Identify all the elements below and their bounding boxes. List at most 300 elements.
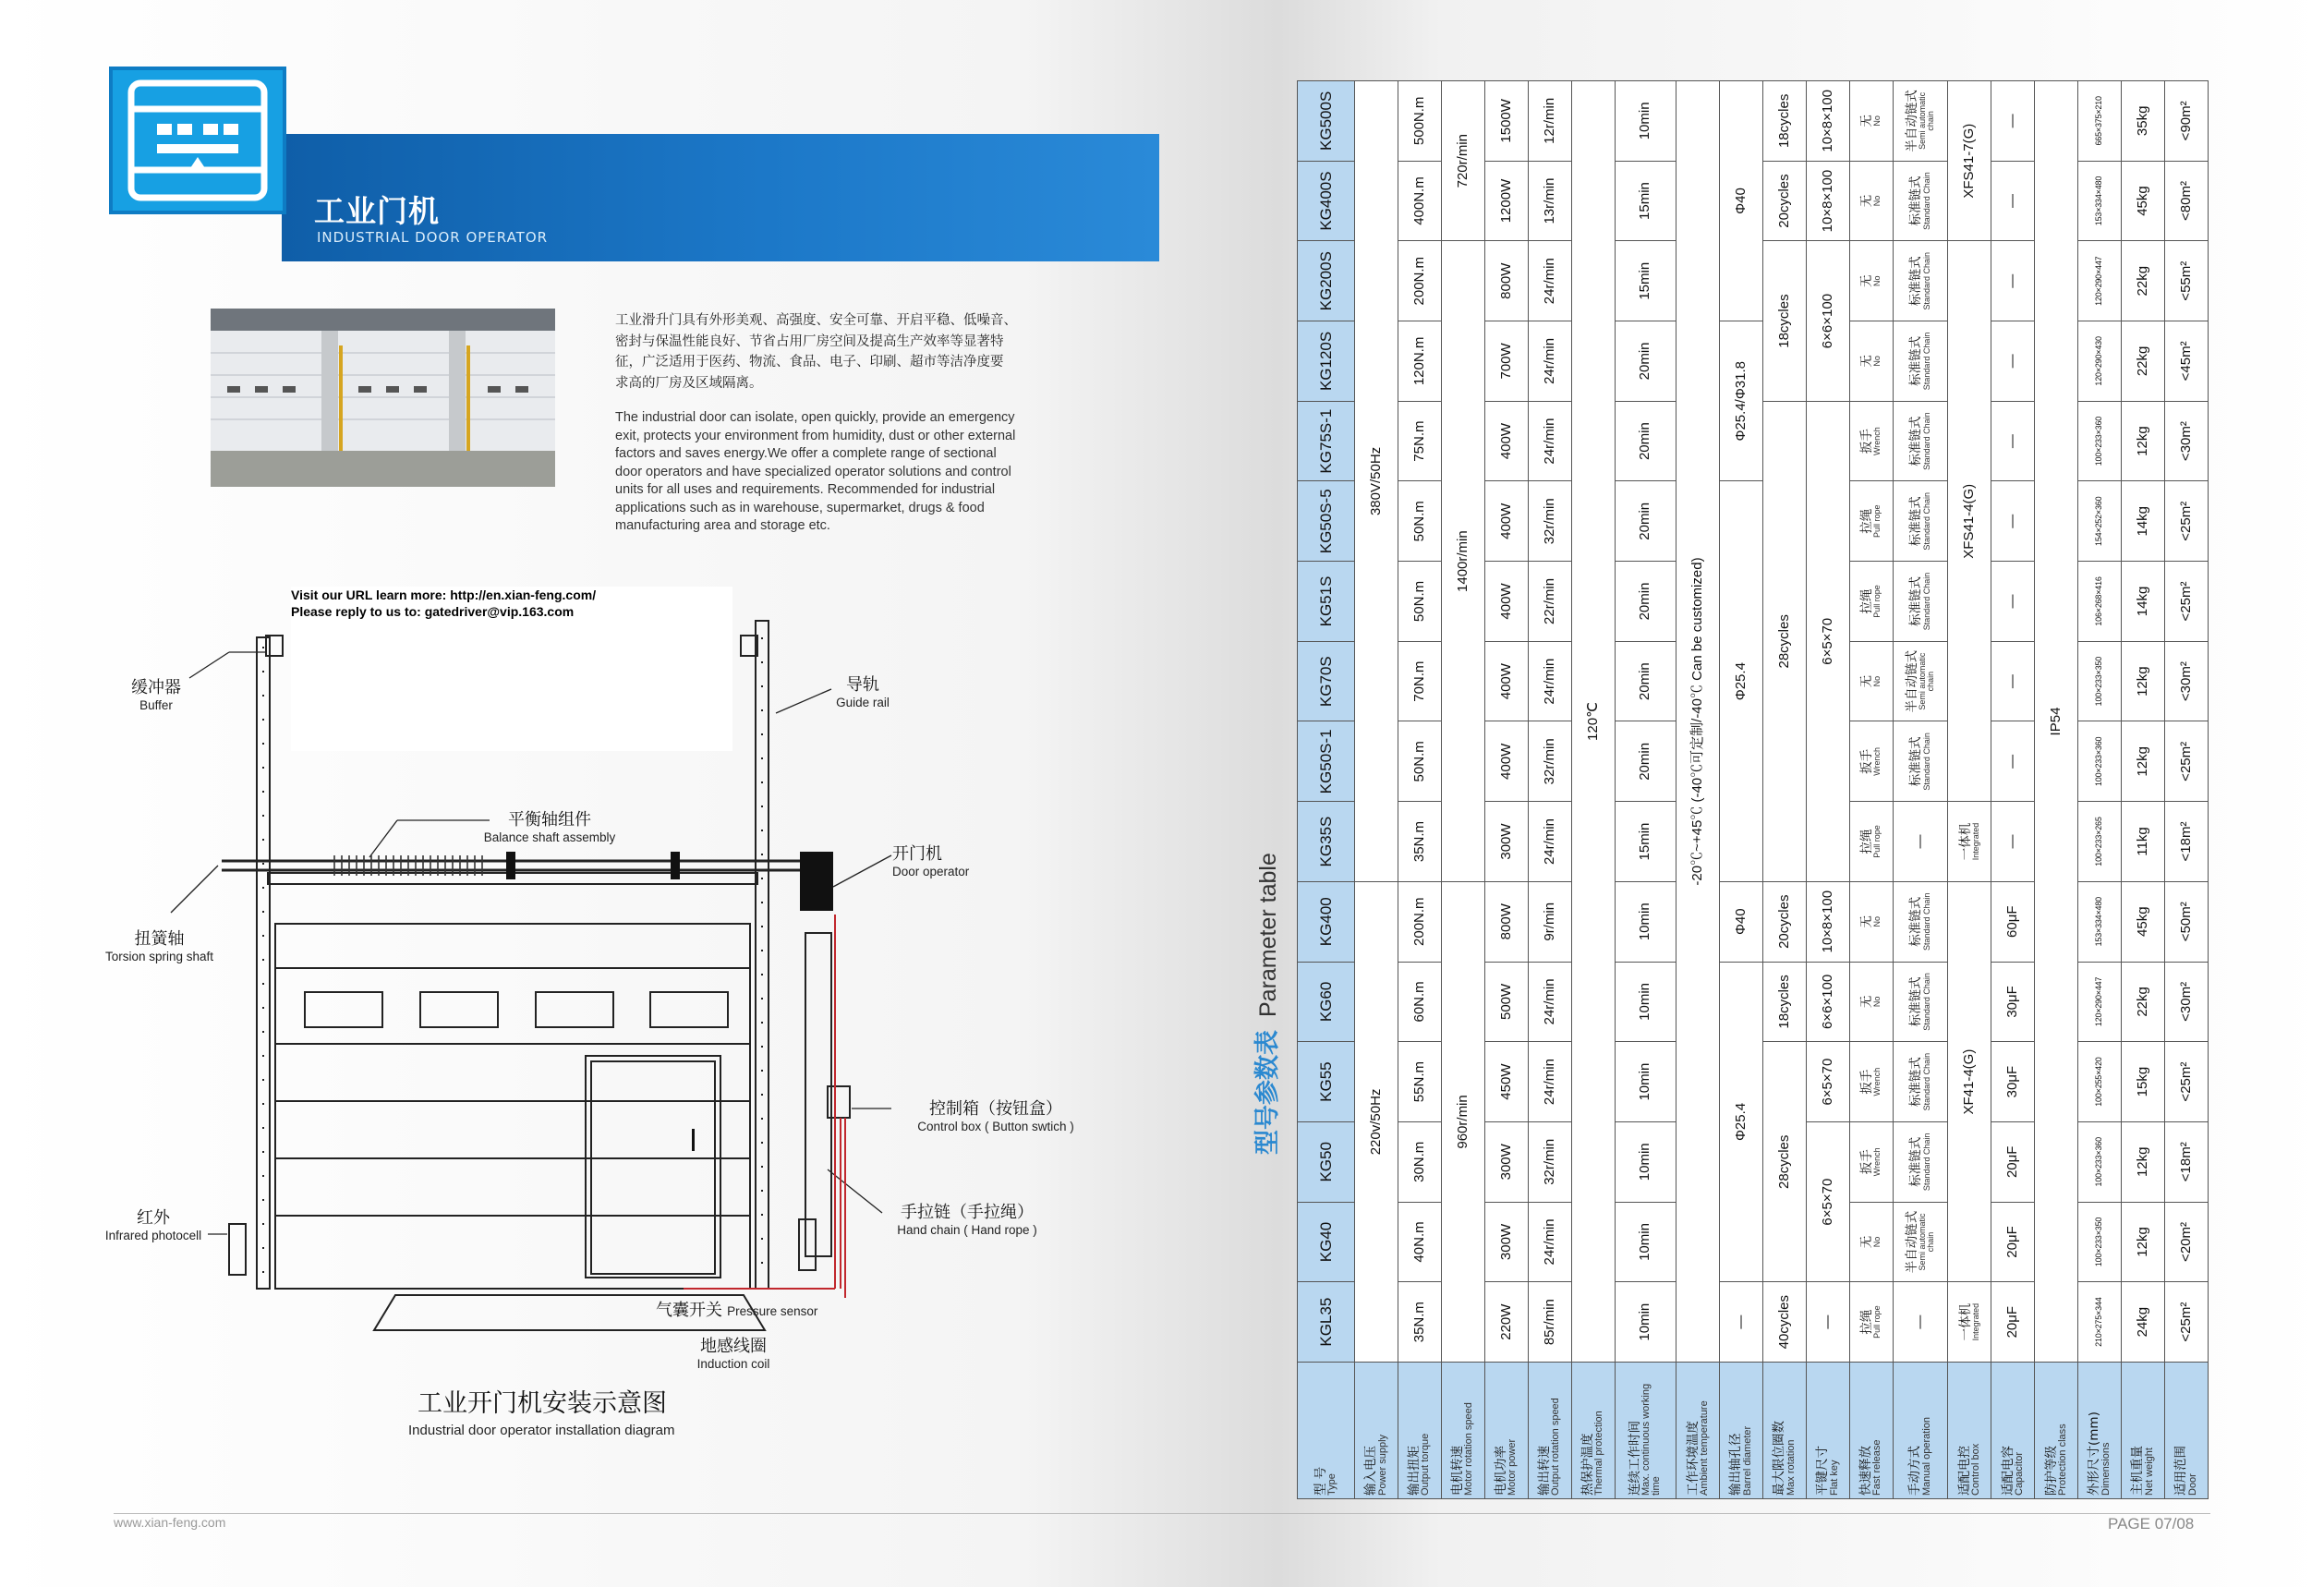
label-induction-coil: [691, 1333, 776, 1371]
row-label-en: Output rotation speed: [1550, 1398, 1562, 1496]
table-cell: [1849, 1202, 1893, 1282]
row-header-type: [1298, 1363, 1355, 1499]
table-cell: 22r/min: [1528, 562, 1571, 642]
cell-zh: 标准链式: [1908, 176, 1924, 226]
table-cell: [1849, 401, 1893, 481]
row-label-zh: 最大限位圈数: [1772, 1421, 1787, 1496]
row-label-zh: 型 号: [1313, 1466, 1328, 1496]
table-cell: 380V/50Hz: [1355, 81, 1398, 882]
table-cell: <25m²: [2164, 1282, 2208, 1363]
table-cell: [1948, 1282, 1991, 1363]
table-cell: 220W: [1484, 1282, 1528, 1363]
table-cell: 20min: [1615, 641, 1676, 721]
row-label-zh: 快速释放: [1858, 1446, 1874, 1496]
cell-zh: 拉绳: [1859, 1309, 1875, 1335]
table-cell: [1893, 1042, 1947, 1122]
row-label-en: Protection class: [2056, 1423, 2068, 1496]
table-cell: 200N.m: [1398, 881, 1441, 962]
row-header-power: [1355, 1363, 1398, 1499]
table-cell: 10min: [1615, 1042, 1676, 1122]
cell-zh: 扳手: [1859, 1149, 1875, 1175]
table-cell: 35N.m: [1398, 1282, 1441, 1363]
table-cell: 20min: [1615, 562, 1676, 642]
table-cell: 60N.m: [1398, 962, 1441, 1042]
table-cell: 700W: [1484, 321, 1528, 402]
table-cell: [1893, 81, 1947, 162]
table-cell: [1849, 641, 1893, 721]
intro-zh-line: 求高的厂房及区域隔离。: [615, 375, 763, 391]
table-cell: 120℃: [1571, 81, 1615, 1363]
intro-zh-line: 工业滑升门具有外形美观、高强度、安全可靠、开启平稳、低噪音、: [615, 313, 1017, 328]
row-header-ambient: [1676, 1363, 1720, 1499]
table-cell: <18m²: [2164, 802, 2208, 882]
table-cell: <55m²: [2164, 241, 2208, 321]
cell-en: Standard Chain: [1921, 572, 1931, 631]
table-cell: 22kg: [2121, 241, 2164, 321]
label-en: Hand chain ( Hand rope ): [897, 1223, 1037, 1237]
table-cell: 400W: [1484, 641, 1528, 721]
row-label-en: Capacitor: [2013, 1451, 2025, 1496]
table-cell: 6×6×100: [1806, 962, 1849, 1042]
model-cell: KG40: [1298, 1202, 1355, 1282]
table-cell: 24r/min: [1528, 962, 1571, 1042]
label-pressure-sensor: [656, 1297, 817, 1321]
cell-en: No: [1872, 675, 1882, 687]
table-cell: 18cycles: [1763, 962, 1807, 1042]
label-zh: 控制箱（按钮盒）: [929, 1099, 1062, 1119]
warehouse-photo: [211, 309, 555, 487]
label-en: Pressure sensor: [727, 1304, 818, 1318]
intro-en-line: door operators and have specialized operator solutions and control: [615, 464, 1011, 479]
table-cell: <25m²: [2164, 1042, 2208, 1122]
cell-zh: 无: [1859, 995, 1875, 1009]
row-header-thermal: [1571, 1363, 1615, 1499]
label-zh: 平衡轴组件: [508, 810, 591, 830]
table-cell: 75N.m: [1398, 401, 1441, 481]
cell-zh: 一体机: [1957, 822, 1973, 861]
table-cell: IP54: [2035, 81, 2078, 1363]
row-label-zh: 平键尺寸: [1815, 1446, 1831, 1496]
row-label-en: Dimensions: [2100, 1442, 2112, 1496]
table-cell: 10min: [1615, 1121, 1676, 1202]
row-label-zh: 适配电容: [2000, 1446, 2015, 1496]
row-label-zh: 输出轴孔径: [1728, 1433, 1744, 1496]
table-cell: Φ40: [1720, 81, 1763, 321]
table-cell: [1849, 562, 1893, 642]
table-cell: 12r/min: [1528, 81, 1571, 162]
table-cell: <90m²: [2164, 81, 2208, 162]
table-cell: <30m²: [2164, 962, 2208, 1042]
label-en: Torsion spring shaft: [104, 950, 214, 963]
intro-en-line: applications such as in warehouse, supermarket, drugs & food: [615, 500, 985, 515]
table-cell: 12kg: [2121, 401, 2164, 481]
cell-en: Standard Chain: [1921, 1133, 1931, 1192]
table-cell: 106×268×416: [2078, 562, 2122, 642]
cell-zh: 半自动链式: [1904, 90, 1919, 152]
cell-en: Integrated: [1970, 1302, 1980, 1341]
table-cell: 55N.m: [1398, 1042, 1441, 1122]
cell-en: No: [1872, 915, 1882, 927]
table-cell: 50N.m: [1398, 562, 1441, 642]
table-cell: —: [1991, 241, 2035, 321]
cell-en: Standard Chain: [1921, 1052, 1931, 1111]
label-zh: 开门机: [892, 844, 942, 864]
table-cell: 1500W: [1484, 81, 1528, 162]
email-line[interactable]: Please reply to us to: gatedriver@vip.163.com: [291, 604, 575, 619]
model-cell: KG50S-1: [1298, 721, 1355, 802]
row-label-zh: 主机重量: [2130, 1446, 2146, 1496]
table-cell: —: [1991, 802, 2035, 882]
page-subtitle: INDUSTRIAL DOOR OPERATOR: [317, 229, 549, 246]
table-cell: <30m²: [2164, 401, 2208, 481]
table-cell: [1849, 1121, 1893, 1202]
cell-zh: 标准链式: [1908, 256, 1924, 307]
table-cell: 154×252×360: [2078, 481, 2122, 562]
table-cell: [1849, 721, 1893, 802]
table-cell: 15min: [1615, 241, 1676, 321]
table-cell: Φ25.4: [1720, 962, 1763, 1282]
cell-en: No: [1872, 195, 1882, 207]
table-title-zh: 型号参数表: [1253, 1030, 1282, 1155]
table-cell: 10min: [1615, 1282, 1676, 1363]
table-cell: 20cycles: [1763, 161, 1807, 241]
table-cell: 100×233×265: [2078, 802, 2122, 882]
table-cell: 20μF: [1991, 1121, 2035, 1202]
table-cell: 500N.m: [1398, 81, 1441, 162]
model-cell: KG51S: [1298, 562, 1355, 642]
table-cell: 400W: [1484, 721, 1528, 802]
table-cell: 32r/min: [1528, 481, 1571, 562]
label-en: Infrared photocell: [104, 1229, 202, 1242]
cell-zh: 标准链式: [1908, 896, 1924, 947]
cell-en: Standard Chain: [1921, 332, 1931, 391]
url-line[interactable]: Visit our URL learn more: http://en.xian-feng.com/: [291, 588, 597, 602]
table-cell: 45kg: [2121, 881, 2164, 962]
table-cell: 85r/min: [1528, 1282, 1571, 1363]
cell-zh: 标准链式: [1908, 976, 1924, 1027]
row-header-working: [1615, 1363, 1676, 1499]
row-label-en: Net weight: [2143, 1448, 2155, 1496]
intro-zh-line: 密封与保温性能良好、节省占用厂房空间及提高生产效率等显著特: [615, 333, 1004, 349]
row-label-en: Flat key: [1828, 1460, 1840, 1496]
table-cell: 153×334×480: [2078, 161, 2122, 241]
table-cell: —: [1991, 81, 2035, 162]
intro-en: [615, 409, 1059, 536]
row-header-speed: [1441, 1363, 1484, 1499]
table-cell: [1849, 1282, 1893, 1363]
table-cell: 40cycles: [1763, 1282, 1807, 1363]
table-cell: <25m²: [2164, 481, 2208, 562]
label-en: Buffer: [139, 698, 173, 712]
table-cell: —: [1720, 1282, 1763, 1363]
table-cell: [1893, 1202, 1947, 1282]
table-cell: 24kg: [2121, 1282, 2164, 1363]
row-label-en: Barrel diameter: [1741, 1425, 1753, 1496]
table-cell: 18cycles: [1763, 241, 1807, 401]
model-cell: KG500S: [1298, 81, 1355, 162]
table-cell: [1893, 241, 1947, 321]
model-cell: KGL35: [1298, 1282, 1355, 1363]
table-cell: 300W: [1484, 1121, 1528, 1202]
table-cell: 12kg: [2121, 721, 2164, 802]
diagram-subtitle: Industrial door operator installation diagram: [408, 1423, 675, 1438]
cell-en: No: [1872, 115, 1882, 127]
diagram-title: 工业开门机安装示意图: [418, 1389, 667, 1418]
table-cell: <45m²: [2164, 321, 2208, 402]
table-cell: 200N.m: [1398, 241, 1441, 321]
label-torsion-shaft: [92, 926, 226, 963]
row-header-weight: [2121, 1363, 2164, 1499]
page-title: 工业门机: [314, 193, 440, 229]
row-label-zh: 输出转速: [1537, 1446, 1553, 1496]
label-zh: 扭簧轴: [134, 929, 185, 949]
model-cell: KG75S-1: [1298, 401, 1355, 481]
row-header-barrel: [1720, 1363, 1763, 1499]
table-cell: 300W: [1484, 802, 1528, 882]
table-cell: 100×233×360: [2078, 721, 2122, 802]
table-cell: 10×8×100: [1806, 161, 1849, 241]
row-label-zh: 防护等级: [2043, 1446, 2059, 1496]
row-header-outspeed: [1528, 1363, 1571, 1499]
cell-en: Standard Chain: [1921, 172, 1931, 230]
table-cell: —: [1991, 161, 2035, 241]
footer-url[interactable]: www.xian-feng.com: [114, 1515, 226, 1530]
intro-en-line: The industrial door can isolate, open quickly, provide an emergency: [615, 410, 1015, 425]
door-logo-icon: [109, 67, 286, 214]
table-cell: 20cycles: [1763, 881, 1807, 962]
table-cell: 12kg: [2121, 1202, 2164, 1282]
table-cell: 9r/min: [1528, 881, 1571, 962]
table-cell: [1948, 802, 1991, 882]
cell-zh: 半自动链式: [1904, 649, 1919, 713]
table-cell: —: [1806, 1282, 1849, 1363]
table-cell: 24r/min: [1528, 1042, 1571, 1122]
table-cell: <25m²: [2164, 721, 2208, 802]
table-cell: 50N.m: [1398, 481, 1441, 562]
table-cell: 100×255×420: [2078, 1042, 2122, 1122]
table-cell: 50N.m: [1398, 721, 1441, 802]
table-cell: [1849, 321, 1893, 402]
cell-zh: 无: [1859, 1235, 1875, 1249]
table-cell: 12kg: [2121, 1121, 2164, 1202]
label-hand-chain: [882, 1199, 1052, 1237]
row-label-en: Fast release: [1871, 1439, 1883, 1496]
label-en: Door operator: [892, 865, 970, 878]
cell-en: Standard Chain: [1921, 492, 1931, 551]
table-cell: <25m²: [2164, 562, 2208, 642]
table-cell: 400W: [1484, 481, 1528, 562]
table-cell: 20μF: [1991, 1202, 2035, 1282]
cell-zh: 无: [1859, 674, 1875, 688]
table-cell: 10min: [1615, 1202, 1676, 1282]
row-label-zh: 适用范围: [2173, 1446, 2189, 1496]
table-cell: 120×290×447: [2078, 241, 2122, 321]
row-label-en: Max rotation: [1785, 1439, 1797, 1496]
table-cell: 60μF: [1991, 881, 2035, 962]
row-label-en: Motor power: [1507, 1438, 1519, 1496]
table-cell: 6×5×70: [1806, 1121, 1849, 1281]
table-cell: —: [1991, 641, 2035, 721]
label-door-operator: [892, 841, 969, 878]
table-cell: 24r/min: [1528, 1202, 1571, 1282]
table-cell: 24r/min: [1528, 641, 1571, 721]
row-label-zh: 电机转速: [1450, 1446, 1466, 1496]
parameter-table: [1297, 80, 2209, 1499]
intro-en-line: exit, protects your environment from humidity, dust or other external: [615, 428, 1016, 443]
cell-en: Standard Chain: [1921, 892, 1931, 951]
label-en: Balance shaft assembly: [483, 830, 616, 844]
cell-zh: 扳手: [1859, 1069, 1875, 1095]
cell-en: Standard Chain: [1921, 733, 1931, 791]
cell-zh: 无: [1859, 274, 1875, 287]
row-header-torque: [1398, 1363, 1441, 1499]
model-cell: KG400: [1298, 881, 1355, 962]
table-cell: [1893, 721, 1947, 802]
table-cell: —: [1991, 401, 2035, 481]
row-label-en: Power supply: [1376, 1434, 1388, 1496]
row-label-en: Type: [1326, 1473, 1338, 1496]
table-cell: 24r/min: [1528, 241, 1571, 321]
table-cell: [1849, 802, 1893, 882]
cell-en: No: [1872, 275, 1882, 286]
cell-zh: 标准链式: [1908, 416, 1924, 466]
table-cell: Φ25.4/Φ31.8: [1720, 321, 1763, 481]
table-cell: 45kg: [2121, 161, 2164, 241]
table-cell: 15min: [1615, 161, 1676, 241]
table-cell: 24r/min: [1528, 401, 1571, 481]
table-title-en: Parameter table: [1255, 853, 1281, 1017]
table-cell: 14kg: [2121, 562, 2164, 642]
cell-zh: 无: [1859, 194, 1875, 208]
page-number: PAGE 07/08: [2108, 1515, 2195, 1532]
table-cell: 450W: [1484, 1042, 1528, 1122]
table-cell: 40N.m: [1398, 1202, 1441, 1282]
table-cell: 100×233×360: [2078, 1121, 2122, 1202]
table-cell: 22kg: [2121, 321, 2164, 402]
label-zh: 导轨: [846, 675, 879, 695]
label-guide-rail: [831, 672, 894, 709]
table-cell: -20℃~+45℃ (-40℃可定制/-40℃ Can be customized): [1676, 81, 1720, 1363]
table-cell: 35kg: [2121, 81, 2164, 162]
table-cell: —: [1893, 802, 1947, 882]
table-cell: [1893, 481, 1947, 562]
table-cell: 15min: [1615, 802, 1676, 882]
table-cell: 28cycles: [1763, 401, 1807, 881]
row-label-en: Control box: [1969, 1443, 1981, 1496]
row-label-zh: 输出扭矩: [1407, 1446, 1422, 1496]
table-cell: 30N.m: [1398, 1121, 1441, 1202]
cell-en: Standard Chain: [1921, 973, 1931, 1031]
table-cell: 20min: [1615, 481, 1676, 562]
row-label-zh: 连续工作时间: [1628, 1421, 1643, 1496]
table-cell: 18cycles: [1763, 81, 1807, 162]
row-label-en: Ambient temperature: [1698, 1400, 1710, 1496]
label-zh: 地感线圈: [700, 1337, 767, 1356]
table-cell: [1849, 881, 1893, 962]
cell-zh: 标准链式: [1908, 1057, 1924, 1108]
intro-en-line: units for all uses and requirements. Recommended for industrial: [615, 482, 996, 497]
table-cell: [1849, 962, 1893, 1042]
table-cell: 35N.m: [1398, 802, 1441, 882]
row-header-flatkey: [1806, 1363, 1849, 1499]
row-label-zh: 热保护温度: [1580, 1433, 1595, 1496]
row-header-capacitor: [1991, 1363, 2035, 1499]
table-cell: XFS41-4(G): [1948, 241, 1991, 802]
table-cell: 120×290×447: [2078, 962, 2122, 1042]
cell-en: Pull rope: [1872, 585, 1882, 618]
cell-zh: 扳手: [1859, 748, 1875, 774]
row-label-en: Max. continuous working time: [1640, 1383, 1663, 1496]
table-cell: 210×275×344: [2078, 1282, 2122, 1363]
table-cell: [1893, 321, 1947, 402]
table-cell: 1200W: [1484, 161, 1528, 241]
label-zh: 缓冲器: [131, 678, 181, 697]
cell-en: Pull rope: [1872, 825, 1882, 858]
row-label-zh: 手动方式: [1907, 1446, 1923, 1496]
table-cell: [1849, 241, 1893, 321]
table-cell: 6×5×70: [1806, 401, 1849, 881]
row-header-protection: [2035, 1363, 2078, 1499]
model-cell: KG120S: [1298, 321, 1355, 402]
table-cell: [1849, 161, 1893, 241]
cell-en: Wrench: [1872, 1147, 1882, 1177]
table-cell: 120×290×430: [2078, 321, 2122, 402]
cell-zh: 标准链式: [1908, 335, 1924, 386]
label-control-box: [902, 1096, 1090, 1133]
cell-zh: 标准链式: [1908, 575, 1924, 626]
intro-en-line: manufacturing area and storage etc.: [615, 518, 830, 533]
cell-zh: 一体机: [1957, 1302, 1973, 1341]
table-cell: 10×8×100: [1806, 881, 1849, 962]
table-cell: [1893, 1121, 1947, 1202]
table-cell: 100×233×350: [2078, 641, 2122, 721]
table-cell: 14kg: [2121, 481, 2164, 562]
table-cell: 11kg: [2121, 802, 2164, 882]
cell-en: Standard Chain: [1921, 412, 1931, 470]
table-cell: —: [1893, 1282, 1947, 1363]
cell-zh: 拉绳: [1859, 508, 1875, 534]
table-cell: <80m²: [2164, 161, 2208, 241]
table-cell: 800W: [1484, 881, 1528, 962]
model-cell: KG60: [1298, 962, 1355, 1042]
table-cell: 10×8×100: [1806, 81, 1849, 162]
label-zh: 手拉链（手拉绳）: [901, 1203, 1034, 1222]
row-label-zh: 外形尺寸(mm): [2087, 1411, 2102, 1496]
cell-zh: 拉绳: [1859, 829, 1875, 854]
row-label-zh: 适配电控: [1956, 1446, 1972, 1496]
table-cell: 20μF: [1991, 1282, 2035, 1363]
table-cell: 220v/50Hz: [1355, 881, 1398, 1362]
cell-zh: 无: [1859, 915, 1875, 928]
table-cell: 1400r/min: [1441, 241, 1484, 882]
table-cell: 153×334×480: [2078, 881, 2122, 962]
cell-en: Wrench: [1872, 427, 1882, 456]
row-label-en: Manual operation: [1920, 1416, 1932, 1496]
table-cell: 800W: [1484, 241, 1528, 321]
label-infrared: [102, 1205, 205, 1242]
cell-en: Semi automatic chain: [1918, 91, 1936, 150]
intro-en-line: factors and saves energy.We offer a complete range of sectional: [615, 446, 997, 461]
table-cell: 32r/min: [1528, 721, 1571, 802]
table-cell: 70N.m: [1398, 641, 1441, 721]
label-en: Control box ( Button swtich ): [917, 1120, 1074, 1133]
row-header-rotation: [1763, 1363, 1807, 1499]
cell-zh: 扳手: [1859, 429, 1875, 454]
table-cell: 32r/min: [1528, 1121, 1571, 1202]
model-cell: KG50S-5: [1298, 481, 1355, 562]
cell-zh: 半自动链式: [1904, 1210, 1919, 1274]
table-cell: XF41-4(G): [1948, 881, 1991, 1281]
